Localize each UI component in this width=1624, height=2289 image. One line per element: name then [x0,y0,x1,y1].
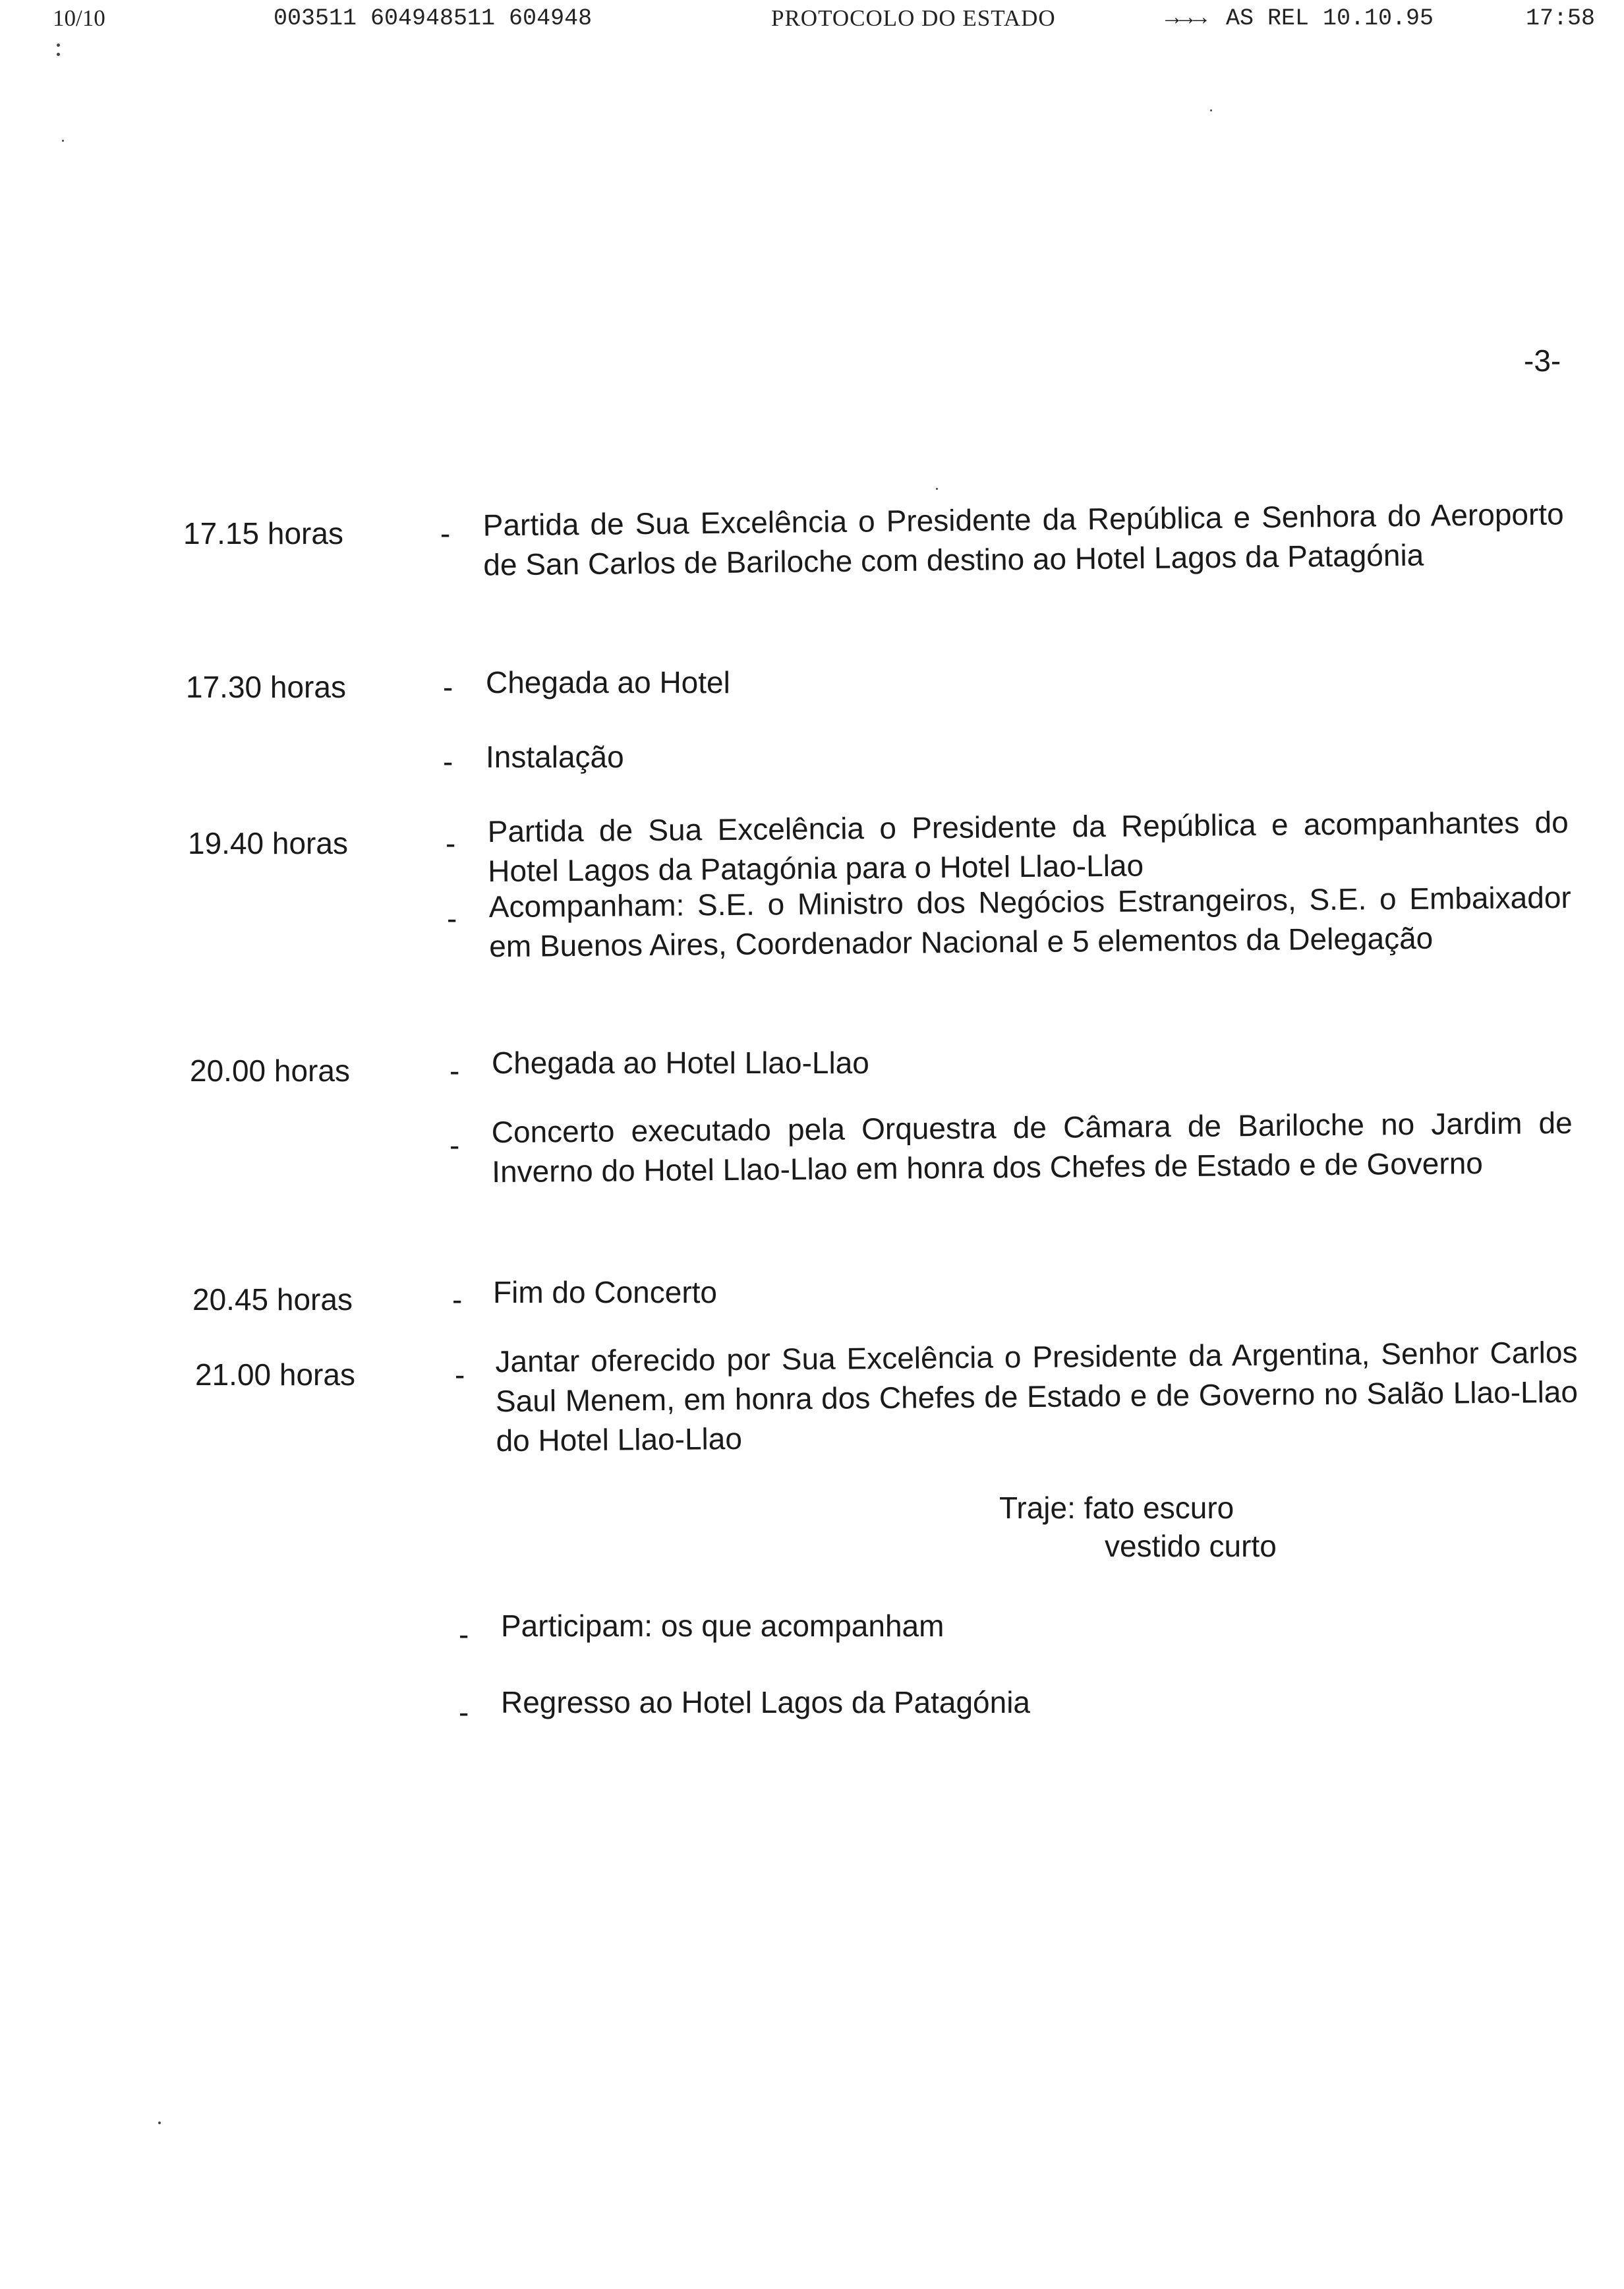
item-dash: - [455,1357,465,1392]
item-dash: - [450,1128,460,1162]
schedule-time: 19.40 horas [188,826,348,860]
item-dash: - [452,1282,463,1317]
scan-speck [57,53,60,56]
schedule-item: Jantar oferecido por Sua Excelência o Presidente da Argentina, Senhor Carlos Saul Menem, em honra dos Chefes de Estado e de Governo no Salão Llao-Llao do Hotel Llao-Llao [495,1334,1579,1458]
schedule-item: Instalação [486,740,624,774]
scan-speck [936,488,938,490]
schedule-time: 21.00 horas [195,1357,355,1392]
schedule-item: Fim do Concerto [493,1275,718,1309]
item-dash: - [447,901,457,936]
scan-speck [62,140,64,142]
scan-speck [1210,109,1212,111]
item-dash: - [446,826,456,860]
fax-sender-org: PROTOCOLO DO ESTADO [771,5,1056,31]
scan-speck [57,44,60,47]
schedule-item: Chegada ao Hotel [486,665,730,699]
fax-phone-numbers: 003511 604948511 604948 [274,5,593,32]
participants-note: Participam: os que acompanham [501,1609,944,1643]
schedule-item: Acompanham: S.E. o Ministro dos Negócios Estrangeiros, S.E. o Embaixador em Buenos Aires, Coordenador Nacional e 5 elementos da Delegação [488,879,1571,964]
schedule-item: Chegada ao Hotel Llao-Llao [492,1046,869,1080]
schedule-time: 17.15 horas [183,516,343,550]
schedule-time: 17.30 horas [186,670,346,704]
item-dash: - [443,670,453,704]
dress-code-label: Traje: [999,1491,1076,1525]
schedule-time: 20.45 horas [192,1282,353,1317]
dress-code [999,1489,1277,1565]
schedule-item: Partida de Sua Excelência o Presidente da República e acompanhantes do Hotel Lagos da Patagónia para o Hotel Llao-Llao [487,804,1569,889]
item-dash: - [443,744,453,779]
schedule-item: Concerto executado pela Orquestra de Câmara de Bariloche no Jardim de Inverno do Hotel Llao-Llao em honra dos Chefes de Estado e de Governo [491,1105,1573,1189]
scan-speck [158,2122,161,2124]
page-number: -3- [1524,343,1561,378]
item-dash: - [440,516,451,550]
fax-time: 17:58 [1526,5,1596,32]
schedule-item: Partida de Sua Excelência o Presidente da República e Senhora do Aeroporto de San Carlos de Bariloche com destino ao Hotel Lagos da Patagónia [482,496,1564,582]
return-note: Regresso ao Hotel Lagos da Patagónia [501,1685,1031,1719]
fax-recipient: AS REL 10.10.95 [1226,5,1434,32]
dress-code-women: vestido curto [1105,1529,1277,1563]
item-dash: - [459,1617,469,1651]
fax-page-count: 10/10 [53,5,105,31]
item-dash: - [459,1695,469,1729]
item-dash: - [450,1054,460,1088]
dress-code-men: fato escuro [1084,1491,1234,1525]
schedule-time: 20.00 horas [190,1054,350,1088]
fax-arrows: →→→ [1165,5,1207,32]
